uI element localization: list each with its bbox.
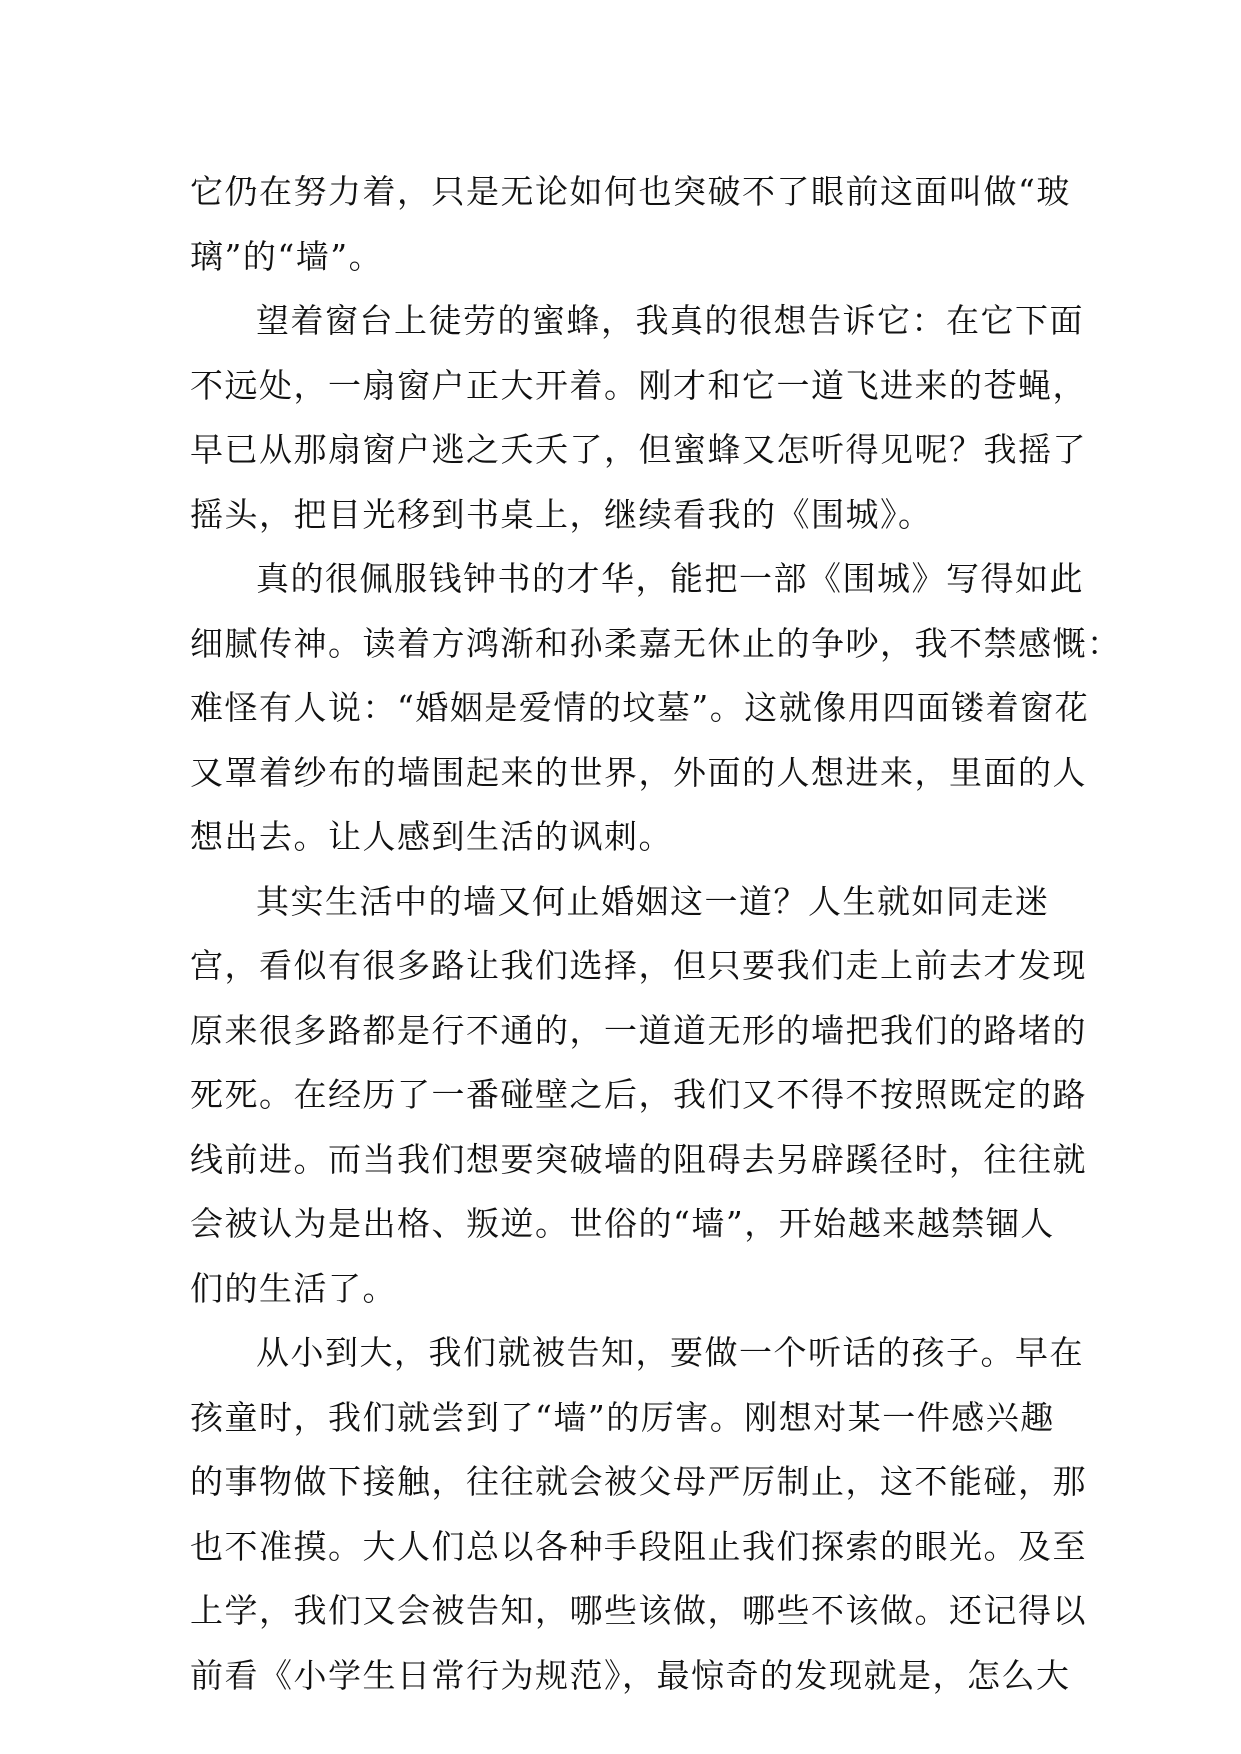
text-line: 原来很多路都是行不通的，一道道无形的墙把我们的路堵的: [190, 1010, 1087, 1050]
text-line: 会被认为是出格、叛逆。世俗的“墙”，开始越来越禁锢人: [190, 1204, 1055, 1243]
text-line: 早已从那扇窗户逃之夭夭了，但蜜蜂又怎听得见呢？我摇了: [190, 430, 1087, 469]
paragraph-4: [190, 870, 1087, 1322]
text-line: 又罩着纱布的墙围起来的世界，外面的人想进来，里面的人: [190, 752, 1087, 792]
text-line: 上学，我们又会被告知，哪些该做，哪些不该做。还记得以: [190, 1591, 1087, 1630]
text-line: 前看《小学生日常行为规范》，最惊奇的发现就是，怎么大: [190, 1655, 1071, 1695]
text-line: 不远处，一扇窗户正大开着。刚才和它一道飞进来的苍蝇，: [190, 365, 1087, 405]
paragraph-5: [190, 1321, 1087, 1708]
text-line: 也不准摸。大人们总以各种手段阻止我们探索的眼光。及至: [190, 1526, 1087, 1566]
text-line: 们的生活了。: [190, 1268, 397, 1308]
text-line: 从小到大，我们就被告知，要做一个听话的孩子。早在: [256, 1333, 1084, 1372]
text-line: 想出去。让人感到生活的讽刺。: [190, 817, 673, 856]
text-line: 难怪有人说：“婚姻是爱情的坟墓”。这就像用四面镂着窗花: [190, 688, 1090, 727]
text-line: 真的很佩服钱钟书的才华，能把一部《围城》写得如此: [256, 559, 1084, 598]
text-line: 宫，看似有很多路让我们选择，但只要我们走上前去才发现: [190, 946, 1087, 985]
document-body: [190, 160, 1122, 1708]
text-line: 孩童时，我们就尝到了“墙”的厉害。刚想对某一件感兴趣: [190, 1397, 1055, 1437]
text-line: 其实生活中的墙又何止婚姻这一道？人生就如同走迷: [256, 881, 1050, 921]
text-line: 它仍在努力着，只是无论如何也突破不了眼前这面叫做“玻: [190, 172, 1071, 211]
text-line: 璃”的“墙”。: [190, 236, 384, 276]
paragraph-2: [190, 289, 1087, 547]
text-line: 的事物做下接触，往往就会被父母严厉制止，这不能碰，那: [190, 1462, 1087, 1501]
text-line: 摇头，把目光移到书桌上，继续看我的《围城》。: [190, 494, 933, 534]
text-line: 线前进。而当我们想要突破墙的阻碍去另辟蹊径时，往往就: [190, 1139, 1087, 1179]
text-line: 死死。在经历了一番碰壁之后，我们又不得不按照既定的路: [190, 1075, 1087, 1114]
text-line: 望着窗台上徒劳的蜜蜂，我真的很想告诉它：在它下面: [256, 301, 1084, 340]
paragraph-1: [190, 160, 1071, 289]
text-line: 细腻传神。读着方鸿渐和孙柔嘉无休止的争吵，我不禁感慨：: [190, 623, 1122, 663]
paragraph-3: [190, 547, 1122, 870]
